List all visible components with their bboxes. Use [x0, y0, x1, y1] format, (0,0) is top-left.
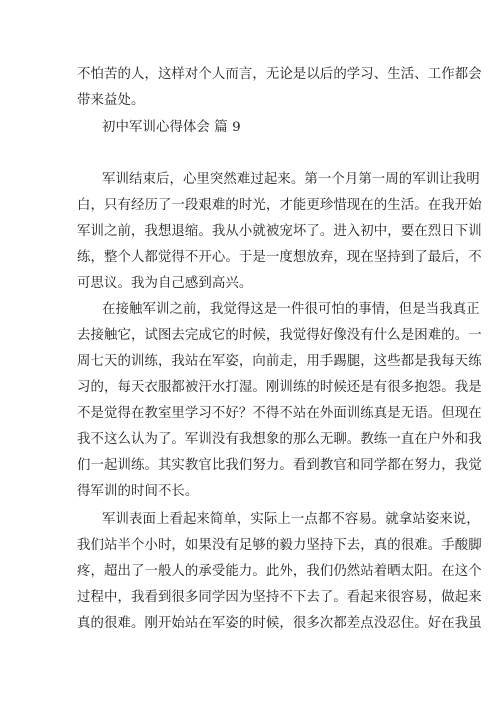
paragraph-2-line: 得军训的时间不长。 — [77, 484, 199, 499]
paragraph-1-line: 军训之前，我想退缩。我从小就被宠坏了。进入初中，要在烈日下训 — [77, 224, 482, 239]
paragraph-2-line: 们一起训练。其实教官比我们努力。看到教官和同学都在努力，我觉 — [77, 458, 482, 473]
section-title: 初中军训心得体会 篇 9 — [102, 120, 241, 135]
paragraph-2-line: 周七天的训练，我站在军姿，向前走，用手踢腿，这些都是我每天练 — [77, 354, 482, 369]
paragraph-3-line: 过程中，我看到很多同学因为坚持不下去了。看起来很容易，做起来 — [77, 590, 482, 605]
paragraph-3-line: 军训表面上看起来简单，实际上一点都不容易。就拿站姿来说， — [102, 512, 480, 527]
paragraph-1-line: 可思议。我为自己感到高兴。 — [77, 276, 253, 291]
paragraph-1-line: 白，只有经历了一段艰难的时光，才能更珍惜现在的生活。在我开始 — [77, 198, 482, 213]
paragraph-3-line: 真的很难。刚开始站在军姿的时候，很多次都差点没忍住。好在我虽 — [77, 616, 482, 631]
intro-line: 不怕苦的人，这样对个人而言，无论是以后的学习、生活、工作都会 — [77, 67, 482, 82]
paragraph-2-line: 不是觉得在教室里学习不好？不得不站在外面训练真是无语。但现在 — [77, 406, 482, 421]
paragraph-1-line: 军训结束后，心里突然难过起来。第一个月第一周的军训让我明 — [102, 172, 480, 187]
paragraph-1-line: 练，整个人都觉得不开心。于是一度想放弃，现在坚持到了最后，不 — [77, 250, 482, 265]
intro-line: 带来益处。 — [77, 93, 145, 108]
paragraph-2-line: 我不这么认为了。军训没有我想象的那么无聊。教练一直在户外和我 — [77, 432, 482, 447]
paragraph-3-line: 疼，超出了一般人的承受能力。此外，我们仍然站着晒太阳。在这个 — [77, 564, 482, 579]
paragraph-2-line: 习的，每天衣服都被汗水打湿。刚训练的时候还是有很多抱怨。我是 — [77, 380, 482, 395]
paragraph-2-line: 在接触军训之前，我觉得这是一件很可怕的事情，但是当我真正 — [102, 302, 480, 317]
paragraph-2-line: 去接触它，试图去完成它的时候，我觉得好像没有什么是困难的。一 — [77, 328, 482, 343]
paragraph-3-line: 我们站半个小时，如果没有足够的毅力坚持下去，真的很难。手酸脚 — [77, 538, 482, 553]
